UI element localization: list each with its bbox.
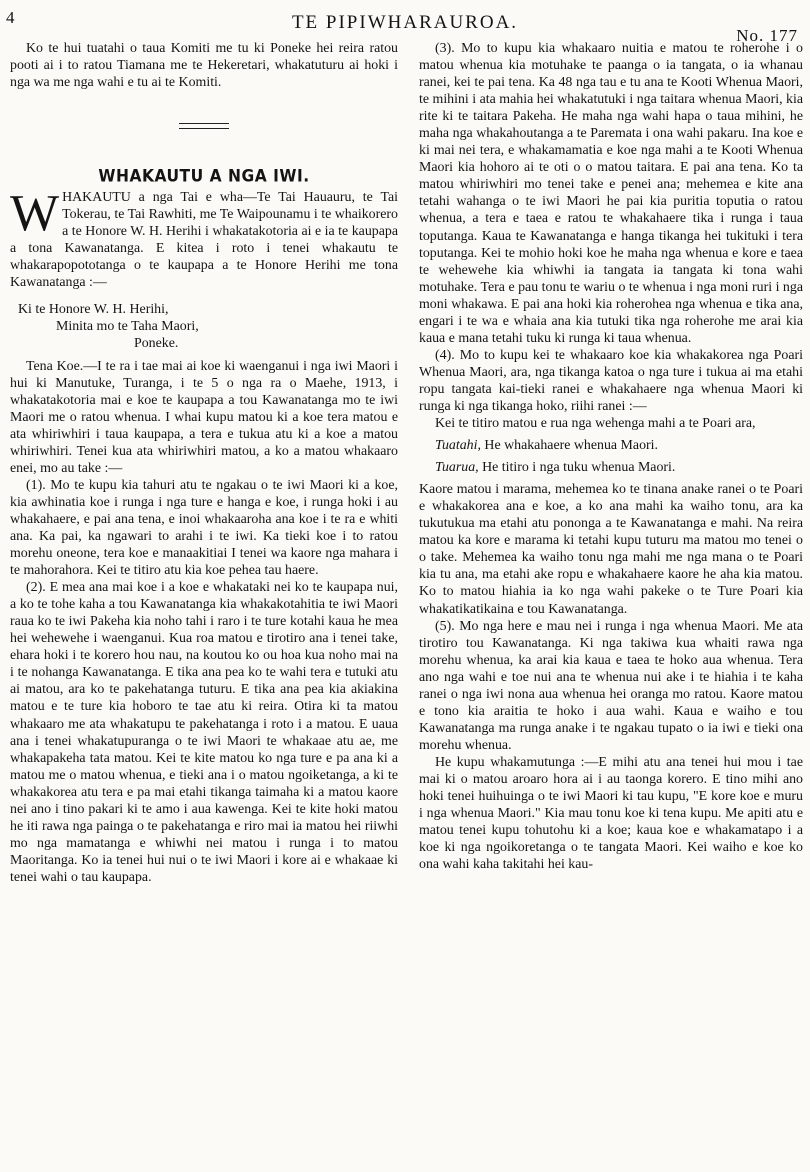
right-column	[419, 40, 803, 873]
body-paragraph: (3). Mo to kupu kia whakaaro nuitia e matou te roherohe i o matou whenua kia motuhake te paanga o ia tangata, o ia whanau ranei, kei te pai tena. Ka 48 nga tau e tu ana te Kooti Whenua Maori, te mihini i ata mahia hei whakatutuki i nga taitara whenua Maori, kia rite ki te taitara Pakeha. He maha nga wahi hapa o taua mihini, he maha nga whakahoutanga a te Paremata i ona wahi pakaru. Ina koe e ki mai nei tera, e whakamamatia e koe nga mahi a te Kooti Whenua Maori kia hohoro ai te oti o o matou taitara. E pai ana tena. Ko ta matou whiriwhiri mo tenei take e penei ana; mehemea e kite ana tetahi wahanga o te iwi Maori he pai kia puritia toputia o ratou whenua, a tera e taea e ratou te whakahaere tika i runga i taua toputanga. Kaua te Kawanatanga e hanga tikanga hei tukituki i tera toputanga. Kei te mohio hoki koe he maha nga whenua e kore e taea te wehewehe kia whiwhi ia tangata ia tangata ki tona wahi motuhake. Tera e pau tonu te wariu o te whenua i nga moni ruri i nga moni whakawa. E pai ana hoki kia roherohea nga whenua e tika ana, engari i te wa e whaia ana kia tutuki tika nga roherohe me arai kia kaua e mana tetahi tuku ki runga ki taua whenua.	[419, 41, 803, 346]
body-paragraph: (5). Mo nga here e mau nei i runga i nga whenua Maori. Me ata tirotiro tou Kawanatanga. Ki nga takiwa kua whaiti rawa nga morehu whenua, ka arai kia kaua e taea te hoko aua whenua. Tera ano nga wahi e toe nui ana te whenua nui ake i te hiahia i te kaha ranei o nga iwi nona aua whenua hei oranga mo ratou. Kaore matou e tono kia araitia te hoko i aua wahi. Kaua e waiho e tou Kawanatanga ma runga anake i te ngakau tupato o ia iwi e tieki ona morehu whenua.	[419, 618, 803, 753]
article-lead-text: HAKAUTU a nga Tai e wha—Te Tai Hauauru, te Tai Tokerau, te Tai Rawhiti, me Te Waipounamu i te whaikorero a te Honore W. H. Herihi i whakatakotoria ai e ia te kaupapa a tona Kawanatanga. E kitea i roto i tenei whakautu te whakarapopototanga o te kaupapa a te Honore Herihi me tona Kawanatanga :—	[10, 190, 398, 291]
body-paragraph: Tena Koe.—I te ra i tae mai ai koe ki waenganui i nga iwi Maori i hui ki Manutuke, Turanga, i te 5 o nga ra o Maehe, 1913, i whakatakotoria mai e koe te kaupapa a tou Kawanatanga mo te iwi Maori me o ratou whenua. I whai kupu matou ki a koe tera matou e ata whiriwhiri i taua kaupapa, a tera e tukua atu ki a koe a matou whiriwhiri. Tenei kua ata whiriwhiri matou, a ko a matou whakaaro enei, mo au take :—	[10, 358, 398, 476]
body-paragraph: (4). Mo to kupu kei te whakaaro koe kia whakakorea nga Poari Whenua Maori, ara, nga tikanga katoa o nga ture i tukua ai ma etahi ropu tangata kai-tieki ranei e whakahaere nga whenua Maori ki runga ki nga tikanga hoko, riihi ranei :—	[419, 347, 803, 414]
address-block	[10, 301, 398, 352]
page-number: 4	[6, 8, 15, 27]
address-line: Ki te Honore W. H. Herihi,	[18, 301, 169, 317]
body-paragraph: He kupu whakamutunga :—E mihi atu ana tenei hui mou i tae mai ki o matou aroaro hora ai i au taonga korero. E tino mihi ano hoki tenei huihuinga o te iwi Maori ki tau kupu, "E kore koe e muru i nga whenua Maori." Kia mau tonu koe ki tena kupu. Me apiti atu e matou tenei kupu tohutohu ki a koe; kaua koe e whakamatapo i a koe ki nga ngoikoretanga o te tangata Maori. Kei waiho e koe ko ona wahi kaha takitahi hei kau-	[419, 754, 803, 873]
intro-paragraph: Ko te hui tuatahi o taua Komiti me tu ki Poneke hei reira ratou pooti ai i to ratou Tiamana me te Hekeretari, whakatuturu ai hoki i nga wa me nga wahi e tu ai te Komiti.	[10, 41, 398, 91]
address-line: Poneke.	[134, 335, 179, 351]
body-paragraph: Kaore matou i marama, mehemea ko te tinana anake ranei o te Poari e whakakorea ana e koe, a ko ana mahi ka waiho tonu, ara ka tukutukua ma etahi atu pononga a te Kawanatanga e mahi. Na reira matou ka kore e marama ki tetahi kupu tuturu ma matou mo tenei o o take. Mehemea ka waiho tonu nga mahi me nga mana o te Poari kia tu ana, ma etahi ake ropu e whakahaere kaore he aha kia matou. Ko to matou hiahia ia ko nga wahi pakeke o te Ture Poari kia whakatikatikaina e tou Kawanatanga.	[419, 482, 803, 617]
body-paragraph: Kei te titiro matou e rua nga wehenga mahi a te Poari ara,	[435, 416, 756, 432]
article-headline: WHAKAUTU A NGA IWI.	[98, 166, 310, 187]
article-lead	[10, 185, 398, 291]
definition-text: He titiro i nga tuku whenua Maori.	[482, 460, 676, 476]
address-line: Minita mo te Taha Maori,	[56, 318, 199, 334]
body-paragraph: (1). Mo te kupu kia tahuri atu te ngakau o te iwi Maori ki a koe, kia awhinatia koe i runga i nga ture e hanga e koe, i runga hoki i au whakahaere, e pai ana tena, e inoi whakaaroha ana koe i te ra e whiti ana. Ka pai, ka ngawari to arahi i te iwi. Ka tieki koe i to ratou morehu oneone, tera koe e manaakitiai I tenei wa kaore nga mahara i te mahorahora. Kei te titiro atu kia koe pehea tau haere.	[10, 477, 398, 579]
left-column	[10, 40, 398, 886]
definition-term: Tuarua,	[435, 460, 479, 476]
section-divider	[10, 117, 398, 134]
definition-text: He whakahaere whenua Maori.	[484, 438, 658, 454]
drop-cap: W	[10, 185, 60, 243]
definition-item	[419, 459, 803, 476]
definition-item	[419, 437, 803, 454]
publication-title: TE PIPIWHARAUROA.	[291, 12, 519, 33]
page-header	[0, 4, 810, 45]
issue-number: No. 177	[736, 26, 798, 45]
definition-term: Tuatahi,	[435, 438, 481, 454]
body-paragraph: (2). E mea ana mai koe i a koe e whakataki nei ko te kaupapa nui, a ko te tohe kaha a tou Kawanatanga kia whakakotahitia te iwi Maori raua ko te iwi Pakeha kia noho tahi i raro i te ture kotahi kaua he mea hei wehewehe i waenganui. Kua roa matou e tirotiro ana i tenei take, ehara hoki i te korero hou nau, na koutou ko ou hoa kua noho mai na i te nohanga Kawanatanga. E tika ana pea ko te wahi tera e tutuki atu ai matou, ara ko te pakehatanga tuturu. E tika ana pea kia akiakina matou e te ture kia hoboro te tae atu ki reira. Otira ki ta matou whakaaro me ata whakatupu te pakehatanga i roto i a matou. E uaua ana i tenei whakatupuranga o te iwi Maori te whakaae atu ae, me whakapakeha tata matou. Kei te kite matou ko nga ture e pa ana ki a matou me o matou whenua, e tieki ana i o matou ngoiketanga, a ki te whakakorea atu tera e pa mai etahi tikanga taimaha ki a matou kaore nei ano i tino pakari ki te amo i aua kawenga. Kei te kite hoki matou he iti rawa nga painga o te pakehatanga e riro mai ia matou hei riiwhi mo nga mamatanga e whiwhi nei matou i runga i to matou Maoritanga. Ko ia tenei hui nui o te iwi Maori i kore ai e whakaae ki tenei wahi o tau kaupapa.	[10, 580, 398, 885]
